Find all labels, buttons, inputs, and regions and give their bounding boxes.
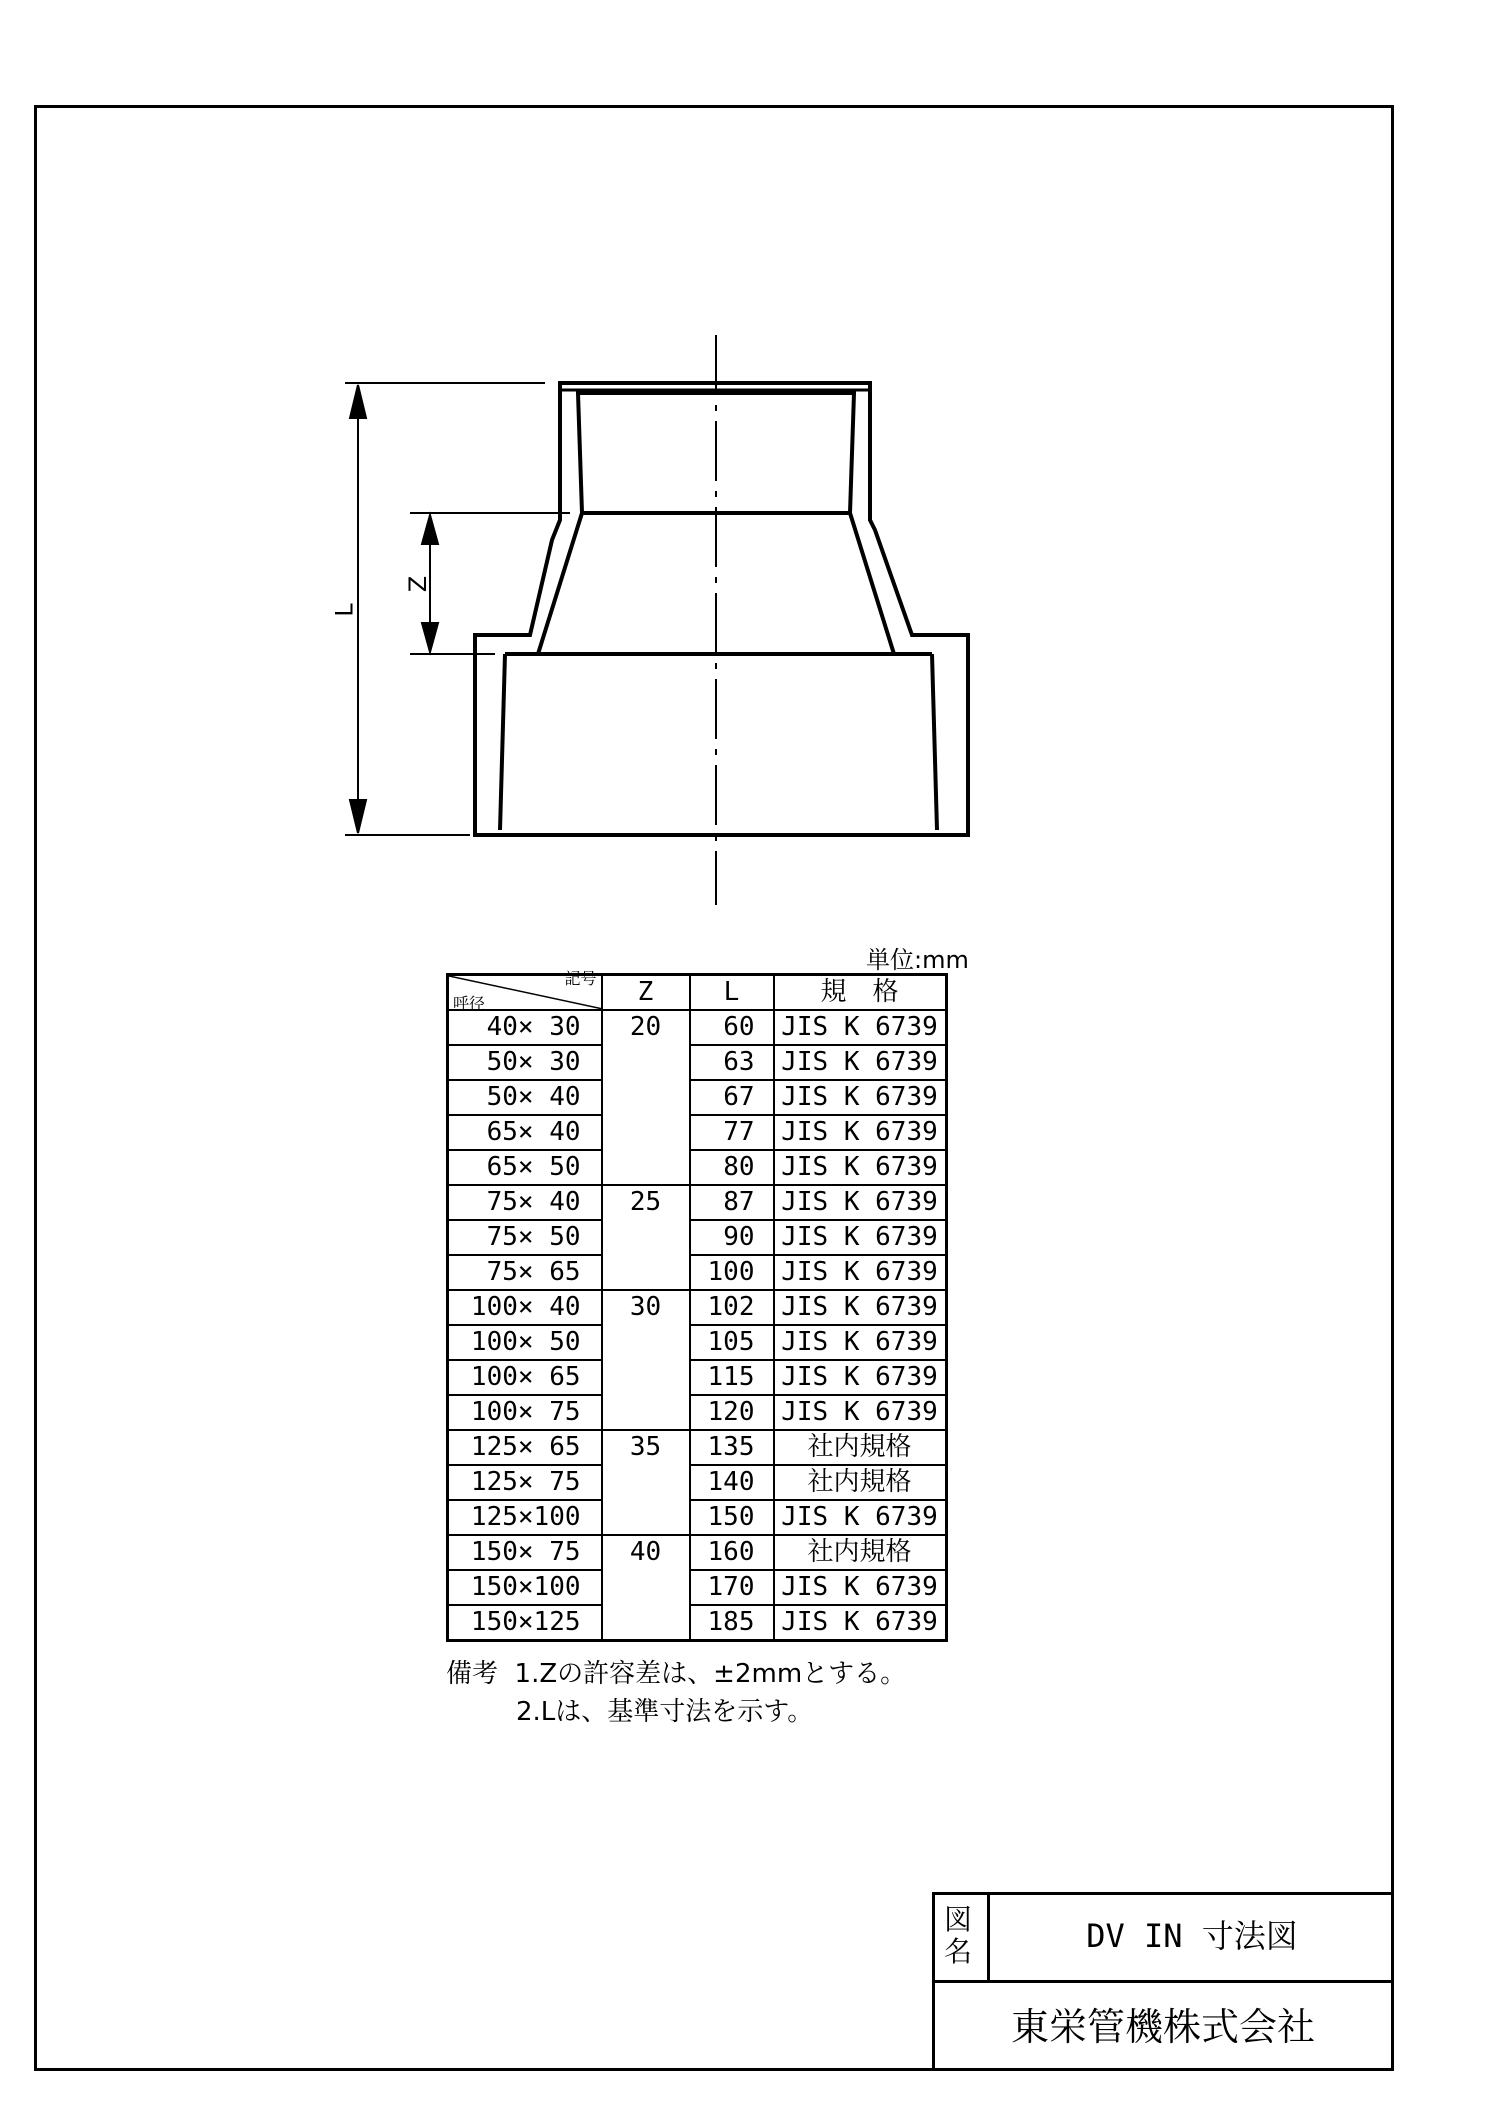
z-cell: 20 [602, 1010, 690, 1045]
table-row [448, 1045, 947, 1080]
header-standard: 規 格 [774, 975, 947, 1011]
dimension-table [446, 969, 948, 1642]
size-cell: 50× 30 [448, 1045, 602, 1080]
table-row [448, 1570, 947, 1605]
standard-cell: JIS K 6739 [774, 1325, 947, 1360]
l-cell: 90 [690, 1220, 774, 1255]
z-cell [602, 1255, 690, 1290]
l-cell: 67 [690, 1080, 774, 1115]
notes-prefix: 備考 [446, 1659, 499, 1689]
table-row [448, 1535, 947, 1570]
size-cell: 125× 65 [448, 1430, 602, 1465]
table-row [448, 1605, 947, 1641]
title-label-cell [932, 1892, 990, 1983]
taper-outer-step [530, 520, 912, 635]
z-cell [602, 1325, 690, 1360]
drawing-name: DV IN 寸法図 [1086, 1917, 1298, 1955]
size-cell: 125×100 [448, 1500, 602, 1535]
l-cell: 63 [690, 1045, 774, 1080]
standard-cell: JIS K 6739 [774, 1395, 947, 1430]
size-cell: 65× 40 [448, 1115, 602, 1150]
table-row [448, 1290, 947, 1325]
size-cell: 50× 40 [448, 1080, 602, 1115]
reducer-section-drawing [0, 0, 1488, 1000]
header-z: Z [602, 975, 690, 1011]
standard-cell: 社内規格 [774, 1465, 947, 1500]
standard-cell: JIS K 6739 [774, 1115, 947, 1150]
company-name: 東栄管機株式会社 [1010, 2005, 1315, 2049]
z-cell [602, 1570, 690, 1605]
table-row [448, 1395, 947, 1430]
table-row [448, 1220, 947, 1255]
table-row [448, 1430, 947, 1465]
standard-cell: JIS K 6739 [774, 1360, 947, 1395]
z-cell [602, 1605, 690, 1641]
note-line-2 [446, 1693, 906, 1731]
reducer-outer-profile [475, 383, 968, 835]
size-cell: 150× 75 [448, 1535, 602, 1570]
standard-cell: JIS K 6739 [774, 1605, 947, 1641]
table-row [448, 1360, 947, 1395]
note-2: 2.Lは、基準寸法を示す。 [516, 1697, 814, 1727]
l-cell: 77 [690, 1115, 774, 1150]
l-cell: 150 [690, 1500, 774, 1535]
corner-header [448, 969, 602, 1013]
z-cell: 40 [602, 1535, 690, 1570]
notes [446, 1655, 906, 1731]
l-cell: 105 [690, 1325, 774, 1360]
size-cell: 75× 40 [448, 1185, 602, 1220]
table-row [448, 1500, 947, 1535]
standard-cell: JIS K 6739 [774, 1255, 947, 1290]
z-cell [602, 1080, 690, 1115]
l-cell: 60 [690, 1010, 774, 1045]
lower-socket-inner [500, 654, 937, 830]
standard-cell: JIS K 6739 [774, 1150, 947, 1185]
table-row [448, 1080, 947, 1115]
l-cell: 100 [690, 1255, 774, 1290]
table-header-row [448, 975, 947, 1011]
table-row [448, 1255, 947, 1290]
size-cell: 100× 75 [448, 1395, 602, 1430]
standard-cell: JIS K 6739 [774, 1570, 947, 1605]
standard-cell: JIS K 6739 [774, 1220, 947, 1255]
z-cell [602, 1150, 690, 1185]
table-row [448, 1465, 947, 1500]
l-cell: 115 [690, 1360, 774, 1395]
note-line-1 [446, 1655, 906, 1693]
z-cell [602, 1360, 690, 1395]
corner-header-size: 呼径 [453, 994, 486, 1013]
l-cell: 102 [690, 1290, 774, 1325]
corner-header-symbol: 記号 [564, 969, 597, 988]
l-cell: 170 [690, 1570, 774, 1605]
l-cell: 120 [690, 1395, 774, 1430]
size-cell: 100× 40 [448, 1290, 602, 1325]
z-cell [602, 1395, 690, 1430]
standard-cell: JIS K 6739 [774, 1185, 947, 1220]
l-cell: 135 [690, 1430, 774, 1465]
z-cell [602, 1220, 690, 1255]
z-cell [602, 1045, 690, 1080]
z-cell: 35 [602, 1430, 690, 1465]
standard-cell: JIS K 6739 [774, 1010, 947, 1045]
z-cell [602, 1465, 690, 1500]
standard-cell: JIS K 6739 [774, 1045, 947, 1080]
l-cell: 185 [690, 1605, 774, 1641]
title-label: 図名 [944, 1903, 973, 1968]
unit-label: 単位:mm [866, 946, 969, 974]
size-cell: 100× 50 [448, 1325, 602, 1360]
standard-cell: 社内規格 [774, 1430, 947, 1465]
z-cell [602, 1500, 690, 1535]
standard-cell: JIS K 6739 [774, 1080, 947, 1115]
dimension-L-label: L [330, 603, 359, 617]
standard-cell: JIS K 6739 [774, 1290, 947, 1325]
z-cell [602, 1115, 690, 1150]
standard-cell: JIS K 6739 [774, 1500, 947, 1535]
z-cell: 25 [602, 1185, 690, 1220]
header-l: L [690, 975, 774, 1011]
table-row [448, 1010, 947, 1045]
dimension-Z-label: Z [404, 575, 433, 593]
table-row [448, 1185, 947, 1220]
table-row [448, 1150, 947, 1185]
l-cell: 80 [690, 1150, 774, 1185]
table-row [448, 1325, 947, 1360]
size-cell: 75× 50 [448, 1220, 602, 1255]
z-cell: 30 [602, 1290, 690, 1325]
size-cell: 75× 65 [448, 1255, 602, 1290]
size-cell: 150×100 [448, 1570, 602, 1605]
title-block [932, 1892, 1394, 2071]
l-cell: 87 [690, 1185, 774, 1220]
l-cell: 160 [690, 1535, 774, 1570]
standard-cell: 社内規格 [774, 1535, 947, 1570]
table-row [448, 1115, 947, 1150]
size-cell: 150×125 [448, 1605, 602, 1641]
size-cell: 65× 50 [448, 1150, 602, 1185]
l-cell: 140 [690, 1465, 774, 1500]
size-cell: 40× 30 [448, 1010, 602, 1045]
note-1: 1.Zの許容差は、±2mmとする。 [514, 1659, 907, 1689]
size-cell: 125× 75 [448, 1465, 602, 1500]
size-cell: 100× 65 [448, 1360, 602, 1395]
